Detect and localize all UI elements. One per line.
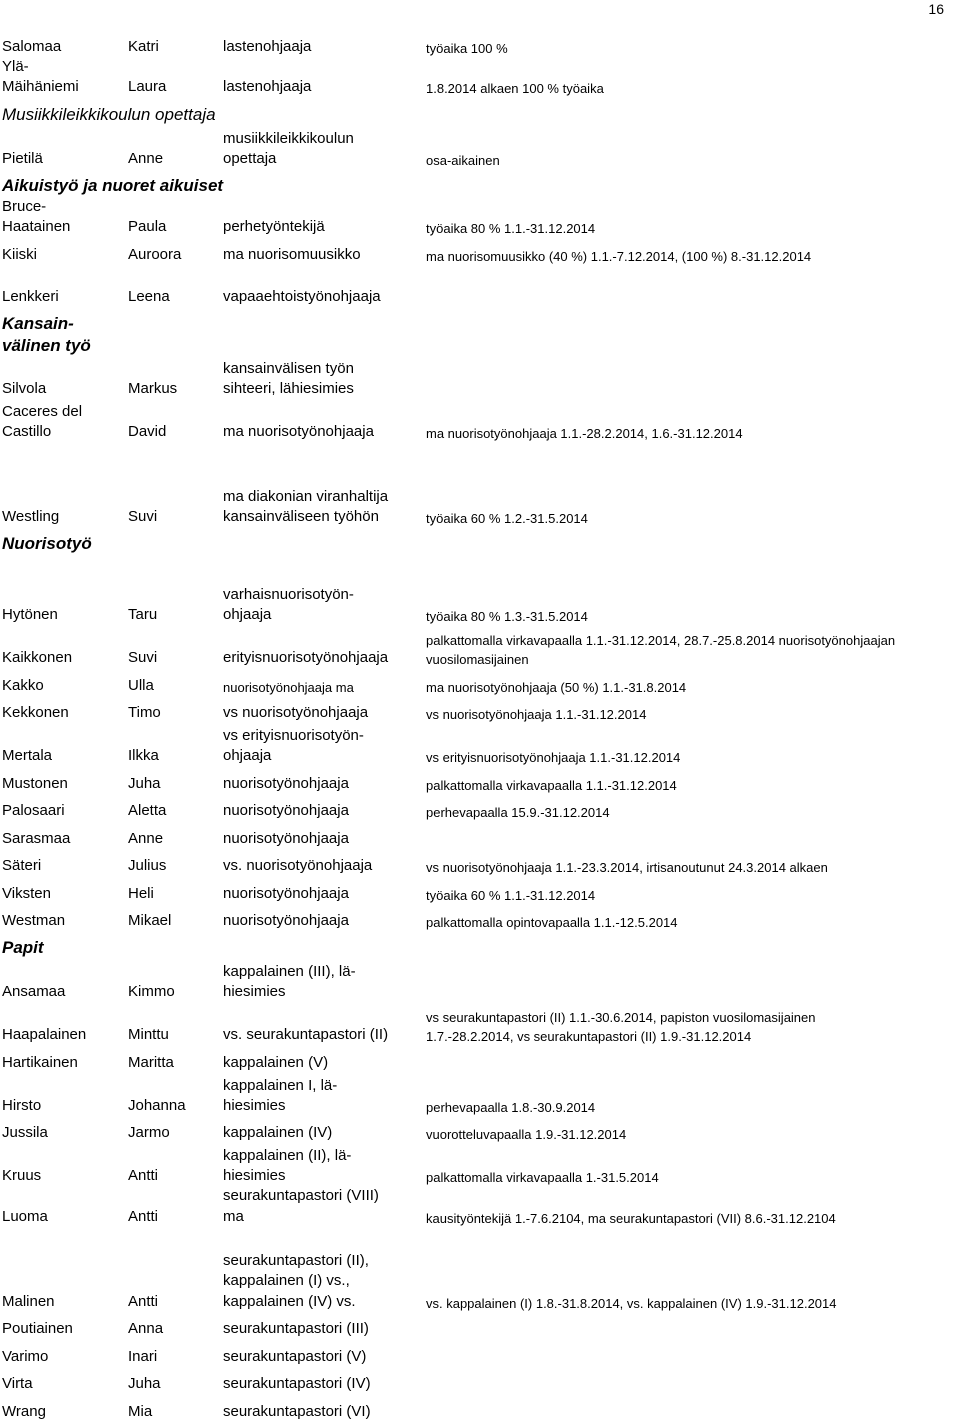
job-title: seurakuntapastori (III) [223, 1320, 369, 1337]
first-name: Taru [128, 606, 158, 623]
surname: Westling [2, 508, 60, 525]
note: vs nuorisotyönohjaaja 1.1.-23.3.2014, irtisanoutunut 24.3.2014 alkaen [426, 860, 828, 875]
job-title-line-1: musiikkileikkikoulun [223, 130, 354, 147]
surname: Silvola [2, 380, 47, 397]
surname-line-2: Mäihäniemi [2, 78, 79, 95]
first-name: Auroora [128, 246, 182, 263]
surname: Virta [2, 1375, 33, 1392]
job-title-line-3: kappalainen (IV) vs. [223, 1293, 356, 1310]
surname: Haapalainen [2, 1026, 87, 1043]
first-name: Inari [128, 1348, 158, 1365]
job-title: nuorisotyönohjaaja [223, 775, 349, 792]
surname: Pietilä [2, 150, 43, 167]
first-name: Maritta [128, 1054, 174, 1071]
surname: Westman [2, 912, 66, 929]
surname-line-1: Caceres del [2, 403, 83, 420]
first-name: Juha [128, 775, 161, 792]
note: vs nuorisotyönohjaaja 1.1.-31.12.2014 [426, 707, 647, 722]
note: ma nuorisotyönohjaaja 1.1.-28.2.2014, 1.6.-31.12.2014 [426, 426, 743, 441]
note-line-2: vuosilomasijainen [426, 652, 529, 667]
first-name: Paula [128, 218, 167, 235]
first-name: Heli [128, 885, 154, 902]
first-name: Anna [128, 1320, 164, 1337]
note: osa-aikainen [426, 153, 500, 168]
job-title: vapaaehtoistyönohjaaja [223, 288, 381, 305]
job-title: nuorisotyönohjaaja [223, 912, 349, 929]
first-name: Leena [128, 288, 170, 305]
surname: Hytönen [2, 606, 58, 623]
job-title: nuorisotyönohjaaja [223, 885, 349, 902]
first-name: Aletta [128, 802, 167, 819]
job-title: seurakuntapastori (V) [223, 1348, 367, 1365]
note: työaika 80 % 1.1.-31.12.2014 [426, 221, 596, 236]
surname: Kaikkonen [2, 649, 73, 666]
note: vuorotteluvapaalla 1.9.-31.12.2014 [426, 1127, 627, 1142]
surname: Kruus [2, 1167, 42, 1184]
surname: Mertala [2, 747, 53, 764]
first-name: Johanna [128, 1097, 186, 1114]
note: palkattomalla opintovapaalla 1.1.-12.5.2014 [426, 915, 678, 930]
job-title-line-2: hiesimies [223, 1167, 286, 1184]
job-title-line-2: ohjaaja [223, 606, 272, 623]
job-title-line-2: kansainväliseen työhön [223, 508, 379, 525]
first-name: Mia [128, 1403, 153, 1420]
note: työaika 100 % [426, 41, 508, 56]
section-heading-line-2: välinen työ [2, 336, 91, 355]
job-title-line-1: kappalainen (II), lä- [223, 1147, 352, 1164]
section-heading-line-1: Kansain- [2, 314, 74, 333]
job-title: seurakuntapastori (VI) [223, 1403, 371, 1420]
note: palkattomalla virkavapaalla 1.1.-31.12.2014 [426, 778, 677, 793]
surname-line-2: Haatainen [2, 218, 71, 235]
first-name: Julius [128, 857, 167, 874]
job-title-line-2: hiesimies [223, 983, 286, 1000]
job-title: lastenohjaaja [223, 38, 312, 55]
job-title: vs. seurakuntapastori (II) [223, 1026, 389, 1043]
surname: Malinen [2, 1293, 55, 1310]
surname: Viksten [2, 885, 51, 902]
surname: Kiiski [2, 246, 38, 263]
first-name: Minttu [128, 1026, 169, 1043]
first-name: Juha [128, 1375, 161, 1392]
section-heading: Musiikkileikkikoulun opettaja [2, 105, 216, 124]
job-title: vs. nuorisotyönohjaaja [223, 857, 373, 874]
note-line-2: 1.7.-28.2.2014, vs seurakuntapastori (II) 1.9.-31.12.2014 [426, 1029, 752, 1044]
first-name: Mikael [128, 912, 172, 929]
surname: Ansamaa [2, 983, 66, 1000]
surname: Säteri [2, 857, 42, 874]
first-name: David [128, 423, 167, 440]
surname: Palosaari [2, 802, 65, 819]
first-name: Antti [128, 1293, 159, 1310]
first-name: Kimmo [128, 983, 175, 1000]
job-title-line-2: ma [223, 1208, 244, 1225]
surname: Jussila [2, 1124, 48, 1141]
note: perhevapaalla 1.8.-30.9.2014 [426, 1100, 596, 1115]
job-title-line-1: seurakuntapastori (VIII) [223, 1187, 379, 1204]
surname-line-1: Bruce- [2, 198, 47, 215]
job-title: seurakuntapastori (IV) [223, 1375, 371, 1392]
surname: Salomaa [2, 38, 62, 55]
job-title: kappalainen (IV) [223, 1124, 333, 1141]
job-title: nuorisotyönohjaaja [223, 802, 349, 819]
job-title: erityisnuorisotyönohjaaja [223, 649, 389, 666]
job-title: lastenohjaaja [223, 78, 312, 95]
job-title: perhetyöntekijä [223, 218, 325, 235]
page-number: 16 [928, 1, 944, 17]
surname: Poutiainen [2, 1320, 73, 1337]
job-title-line-2: opettaja [223, 150, 277, 167]
surname-line-2: Castillo [2, 423, 52, 440]
surname: Kakko [2, 677, 44, 694]
note: ma nuorisotyönohjaaja (50 %) 1.1.-31.8.2014 [426, 680, 687, 695]
note: 1.8.2014 alkaen 100 % työaika [426, 81, 604, 96]
first-name: Katri [128, 38, 159, 55]
surname: Varimo [2, 1348, 49, 1365]
job-title: ma nuorisotyönohjaaja [223, 423, 374, 440]
surname-line-1: Ylä- [2, 58, 29, 75]
job-title-line-1: ma diakonian viranhaltija [223, 488, 389, 505]
job-title-line-1: kappalainen (III), lä- [223, 963, 356, 980]
note: perhevapaalla 15.9.-31.12.2014 [426, 805, 610, 820]
job-title-line-1: kappalainen I, lä- [223, 1077, 338, 1094]
first-name: Timo [128, 704, 161, 721]
surname: Sarasmaa [2, 830, 71, 847]
surname: Wrang [2, 1403, 46, 1420]
job-title-line-1: seurakuntapastori (II), [223, 1252, 369, 1269]
note: vs. kappalainen (I) 1.8.-31.8.2014, vs. kappalainen (IV) 1.9.-31.12.2014 [426, 1296, 837, 1311]
first-name: Suvi [128, 649, 158, 666]
job-title: vs nuorisotyönohjaaja [223, 704, 369, 721]
section-heading: Papit [2, 938, 44, 957]
note-line-1: vs seurakuntapastori (II) 1.1.-30.6.2014, papiston vuosilomasijainen [426, 1010, 816, 1025]
note: palkattomalla virkavapaalla 1.-31.5.2014 [426, 1170, 659, 1185]
first-name: Antti [128, 1167, 159, 1184]
job-title-line-1: kansainvälisen työn [223, 360, 354, 377]
note: työaika 60 % 1.2.-31.5.2014 [426, 511, 588, 526]
job-title-line-2: sihteeri, lähiesimies [223, 380, 354, 397]
surname: Luoma [2, 1208, 48, 1225]
job-title: kappalainen (V) [223, 1054, 329, 1071]
surname: Hartikainen [2, 1054, 78, 1071]
job-title-line-2: hiesimies [223, 1097, 286, 1114]
first-name: Anne [128, 830, 164, 847]
first-name: Anne [128, 150, 164, 167]
job-title: ma nuorisomuusikko [223, 246, 361, 263]
surname: Mustonen [2, 775, 68, 792]
note: työaika 80 % 1.3.-31.5.2014 [426, 609, 588, 624]
note: työaika 60 % 1.1.-31.12.2014 [426, 888, 596, 903]
section-heading: Aikuistyö ja nuoret aikuiset [2, 176, 224, 195]
surname: Hirsto [2, 1097, 42, 1114]
first-name: Markus [128, 380, 178, 397]
note: ma nuorisomuusikko (40 %) 1.1.-7.12.2014, (100 %) 8.-31.12.2014 [426, 249, 812, 264]
first-name: Jarmo [128, 1124, 170, 1141]
note: kausityöntekijä 1.-7.6.2104, ma seurakuntapastori (VII) 8.6.-31.12.2104 [426, 1211, 836, 1226]
first-name: Laura [128, 78, 167, 95]
first-name: Ulla [128, 677, 154, 694]
job-title-line-1: vs erityisnuorisotyön- [223, 727, 364, 744]
note-line-1: palkattomalla virkavapaalla 1.1.-31.12.2014, 28.7.-25.8.2014 nuorisotyönohjaajan [426, 633, 896, 648]
job-title-line-2: kappalainen (I) vs., [223, 1272, 350, 1289]
section-heading: Nuorisotyö [2, 534, 92, 553]
surname: Lenkkeri [2, 288, 59, 305]
first-name: Antti [128, 1208, 159, 1225]
job-title-line-1: varhaisnuorisotyön- [223, 586, 354, 603]
first-name: Ilkka [128, 747, 159, 764]
job-title: nuorisotyönohjaaja ma [223, 680, 354, 695]
job-title-line-2: ohjaaja [223, 747, 272, 764]
job-title: nuorisotyönohjaaja [223, 830, 349, 847]
surname: Kekkonen [2, 704, 69, 721]
first-name: Suvi [128, 508, 158, 525]
note: vs erityisnuorisotyönohjaaja 1.1.-31.12.2014 [426, 750, 681, 765]
